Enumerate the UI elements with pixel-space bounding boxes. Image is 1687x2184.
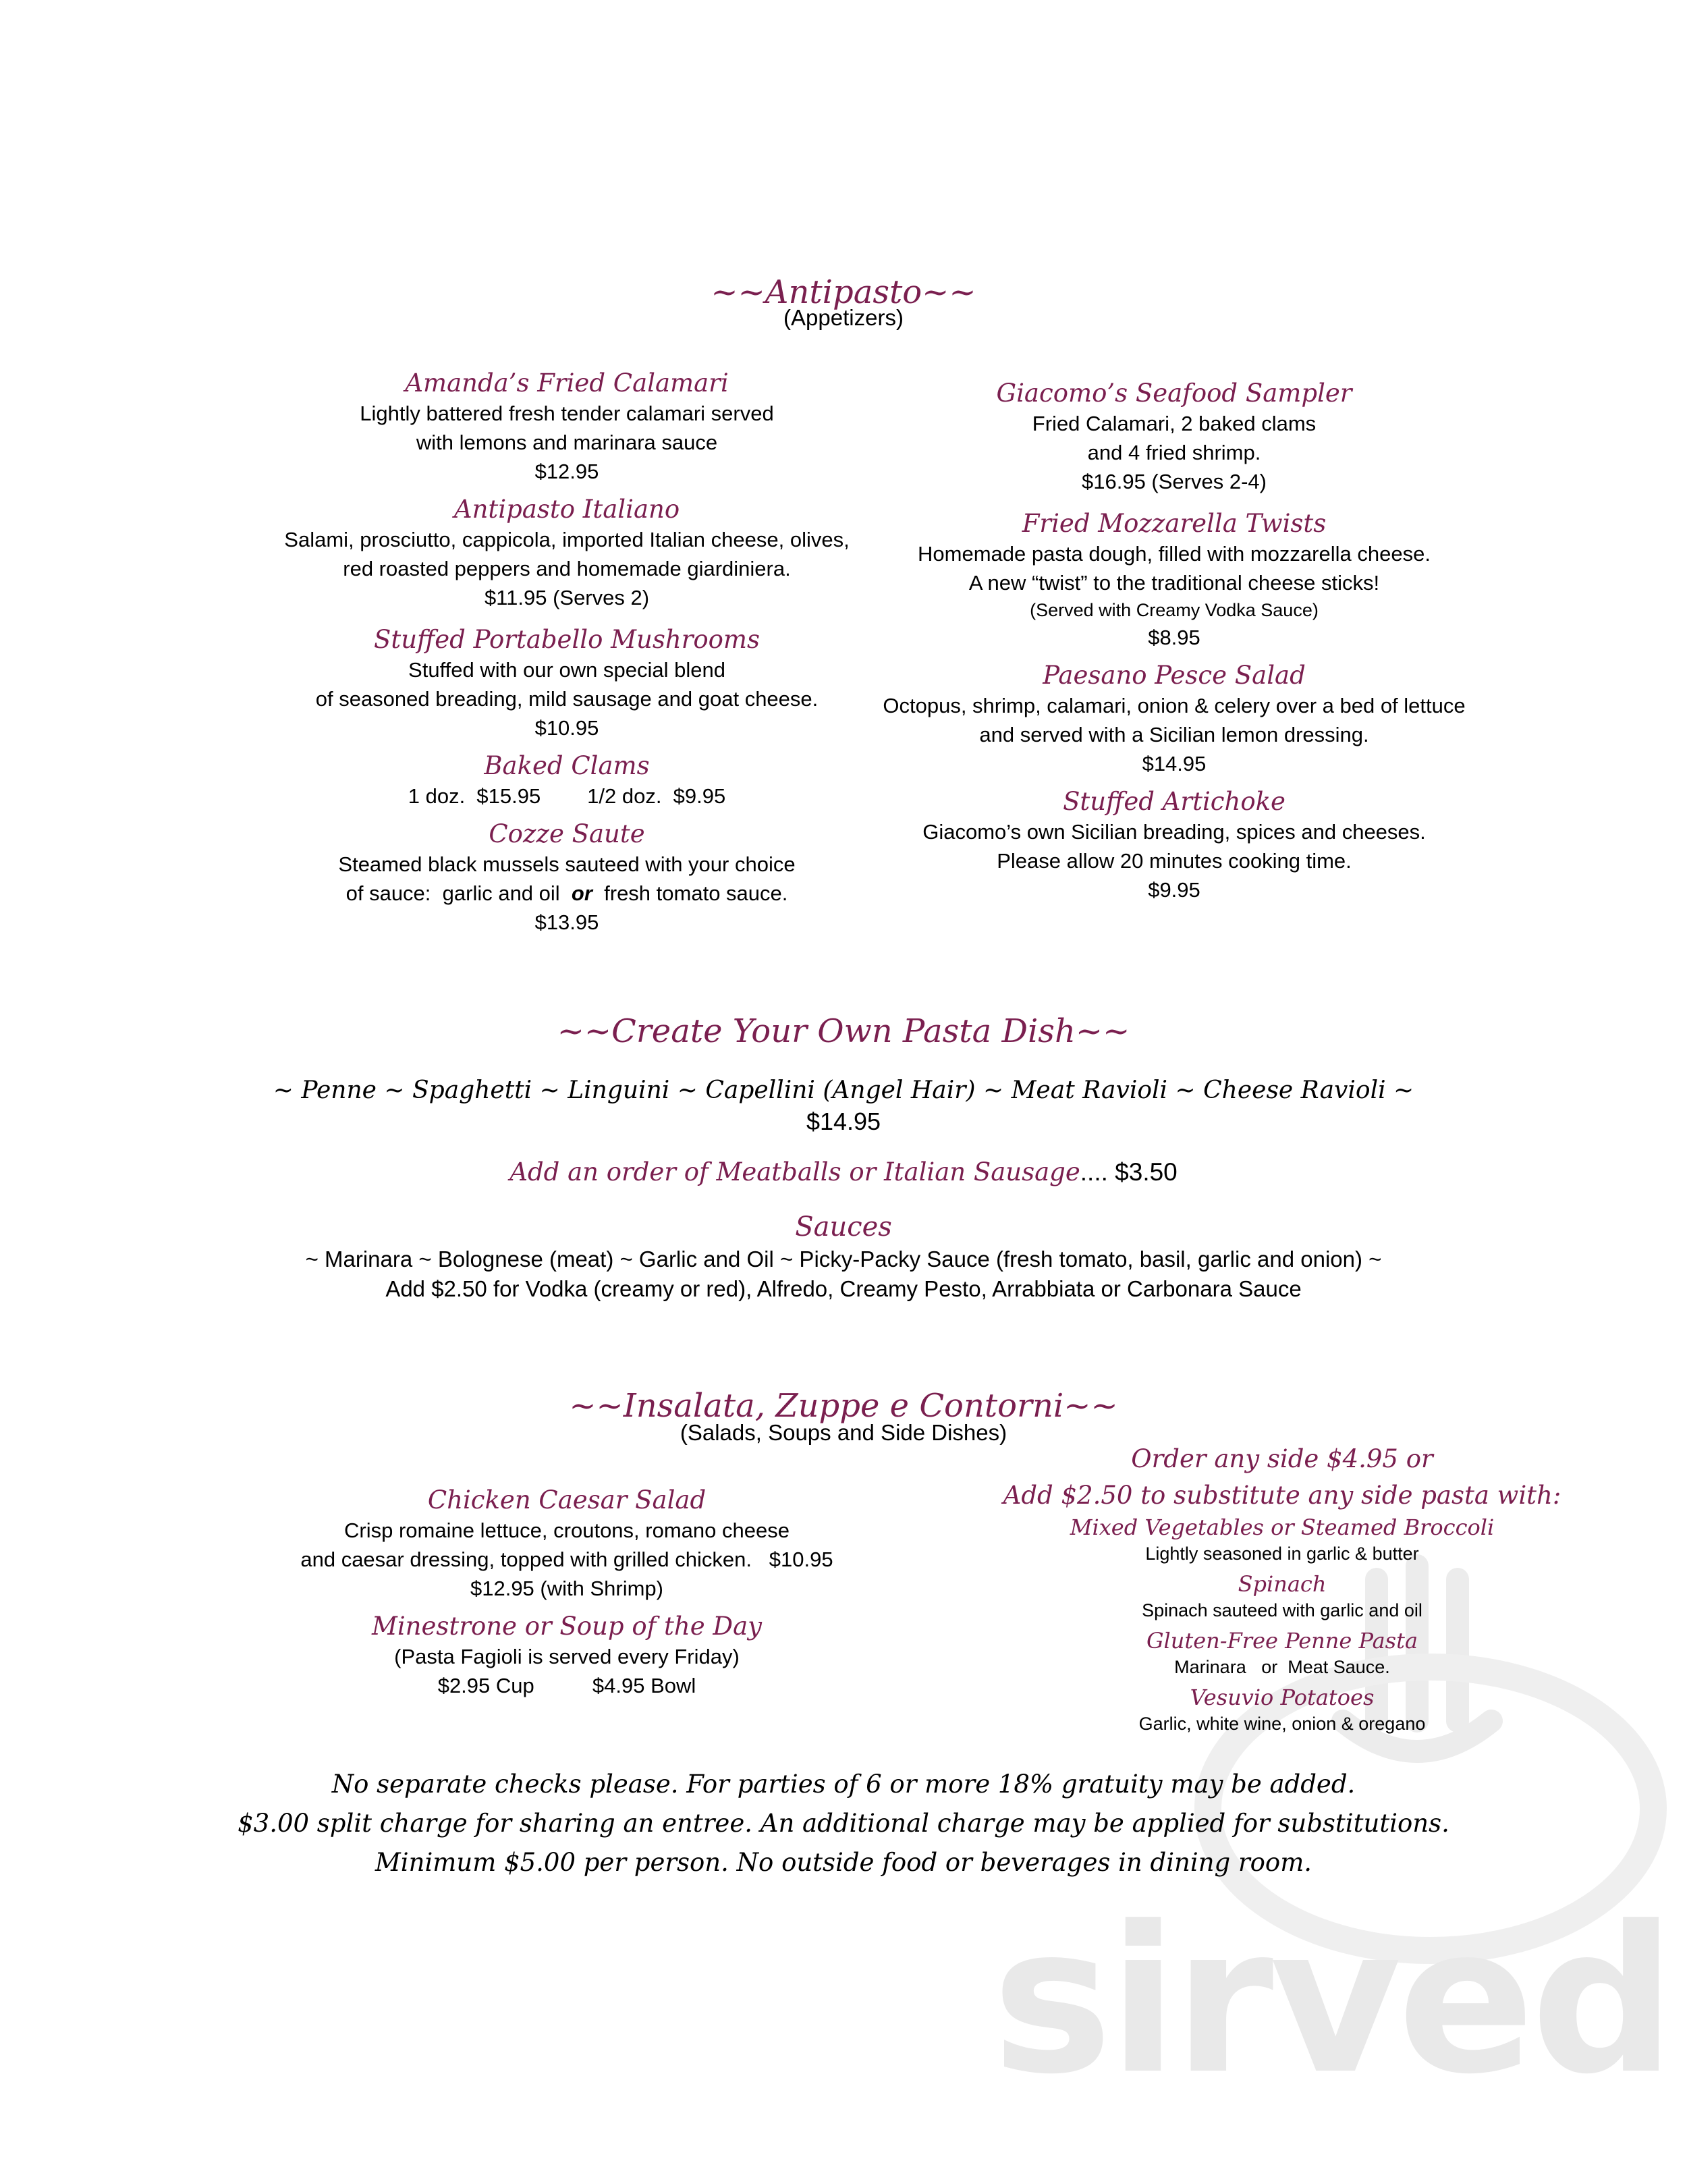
menu-item-desc: Giacomo’s own Sicilian breading, spices and cheeses. (922, 820, 1426, 844)
side-desc: Marinara or Meat Sauce. (1174, 1657, 1390, 1677)
menu-item-desc: Salami, prosciutto, cappicola, imported Italian cheese, olives, (284, 528, 850, 551)
menu-item-price: $10.95 (534, 716, 599, 740)
menu-item-desc: (Pasta Fagioli is served every Friday) (394, 1645, 740, 1668)
pasta-heading: ~~Create Your Own Pasta Dish~~ (557, 1012, 1130, 1050)
footer-line: Minimum $5.00 per person. No outside food or beverages in dining room. (375, 1848, 1312, 1877)
menu-item-desc: Steamed black mussels sauteed with your choice (338, 852, 796, 876)
side-title: Vesuvio Potatoes (1190, 1685, 1375, 1710)
menu-item-desc: Fried Calamari, 2 baked clams (1032, 412, 1317, 435)
insalata-subheading: (Salads, Soups and Side Dishes) (680, 1420, 1007, 1445)
antipasto-right-column (837, 378, 1512, 904)
sides-column (945, 1441, 1620, 1737)
menu-item-desc: Crisp romaine lettuce, croutons, romano cheese (344, 1519, 790, 1542)
menu-item-desc: red roasted peppers and homemade giardiniera. (343, 557, 791, 580)
antipasto-left-column (229, 368, 904, 937)
menu-item-title: Baked Clams (484, 751, 650, 780)
pasta-section (0, 1012, 1687, 1304)
antipasto-subheading: (Appetizers) (783, 305, 904, 330)
menu-item-title: Chicken Caesar Salad (427, 1485, 707, 1514)
pasta-addon-price: .... $3.50 (1080, 1158, 1178, 1186)
menu-item-desc: Lightly battered fresh tender calamari served (360, 402, 774, 425)
footer-notes (0, 1765, 1687, 1882)
menu-item-price: 1 doz. $15.95 1/2 doz. $9.95 (408, 784, 726, 808)
menu-item-desc (229, 879, 904, 908)
pasta-price: $14.95 (806, 1108, 881, 1135)
menu-item-price: $13.95 (534, 910, 599, 934)
text-segment: of sauce: garlic and oil (345, 881, 572, 905)
menu-item-title: Fried Mozzarella Twists (1022, 509, 1327, 538)
antipasto-heading: ~~Antipasto~~ (711, 273, 976, 311)
menu-item-desc: and 4 fried shrimp. (1087, 441, 1261, 464)
pasta-addon-text: Add an order of Meatballs or Italian Sausage (509, 1157, 1080, 1186)
pasta-addon (0, 1157, 1687, 1188)
menu-item-desc: Please allow 20 minutes cooking time. (997, 849, 1352, 873)
menu-item-desc: Homemade pasta dough, filled with mozzarella cheese. (918, 542, 1431, 566)
menu-item-note: (Served with Creamy Vodka Sauce) (1030, 600, 1319, 620)
sides-intro: Add $2.50 to substitute any side pasta with: (1003, 1481, 1561, 1510)
sauces-line: Add $2.50 for Vodka (creamy or red), Alfredo, Creamy Pesto, Arrabbiata or Carbonara Sauce (385, 1276, 1302, 1301)
insalata-left-column (229, 1485, 904, 1700)
pasta-options: ~ Penne ~ Spaghetti ~ Linguini ~ Capellini (Angel Hair) ~ Meat Ravioli ~ Cheese Ravioli ~ (273, 1076, 1414, 1104)
menu-item-price: $2.95 Cup $4.95 Bowl (437, 1674, 696, 1697)
side-desc: Garlic, white wine, onion & oregano (1138, 1714, 1426, 1734)
menu-item-desc: of seasoned breading, mild sausage and goat cheese. (315, 687, 819, 711)
or-emphasis: or (571, 881, 592, 905)
menu-item-price: $11.95 (Serves 2) (484, 586, 650, 609)
menu-item-title: Amanda’s Fried Calamari (405, 368, 729, 398)
menu-item-price: $12.95 (with Shrimp) (470, 1577, 663, 1600)
menu-item-desc: with lemons and marinara sauce (416, 431, 718, 454)
menu-item-title: Giacomo’s Seafood Sampler (996, 379, 1352, 408)
side-desc: Spinach sauteed with garlic and oil (1142, 1600, 1422, 1620)
sauces-title: Sauces (795, 1211, 892, 1243)
side-title: Spinach (1238, 1571, 1327, 1597)
sauces-line: ~ Marinara ~ Bolognese (meat) ~ Garlic and Oil ~ Picky-Packy Sauce (fresh tomato, basil, garlic and onion) ~ (305, 1247, 1382, 1272)
menu-item-desc: A new “twist” to the traditional cheese sticks! (968, 571, 1380, 595)
menu-item-price: $8.95 (1148, 626, 1200, 649)
menu-item-price: $9.95 (1148, 878, 1200, 902)
sides-intro: Order any side $4.95 or (1131, 1444, 1433, 1473)
menu-item-title: Paesano Pesce Salad (1043, 661, 1306, 690)
side-title: Gluten-Free Penne Pasta (1146, 1628, 1418, 1654)
menu-item-title: Stuffed Portabello Mushrooms (373, 625, 760, 654)
menu-item-price: $14.95 (1142, 752, 1207, 775)
menu-item-desc: Stuffed with our own special blend (408, 658, 725, 682)
footer-line: $3.00 split charge for sharing an entree. An additional charge may be applied for substitutions. (238, 1809, 1449, 1838)
menu-item-title: Stuffed Artichoke (1063, 787, 1285, 816)
menu-item-desc: Octopus, shrimp, calamari, onion & celery over a bed of lettuce (883, 694, 1466, 717)
footer-line: No separate checks please. For parties of 6 or more 18% gratuity may be added. (331, 1770, 1356, 1799)
menu-item-desc: and served with a Sicilian lemon dressing. (979, 723, 1369, 746)
menu-item-title: Cozze Saute (489, 819, 645, 848)
menu-item-desc: and caesar dressing, topped with grilled chicken. $10.95 (300, 1548, 833, 1571)
side-desc: Lightly seasoned in garlic & butter (1145, 1544, 1419, 1564)
side-title: Mixed Vegetables or Steamed Broccoli (1070, 1514, 1495, 1540)
text-segment: fresh tomato sauce. (592, 881, 788, 905)
menu-item-price: $12.95 (534, 460, 599, 483)
menu-item-price: $16.95 (Serves 2-4) (1082, 470, 1267, 493)
insalata-heading: ~~Insalata, Zuppe e Contorni~~ (569, 1387, 1118, 1425)
menu-item-title: Minestrone or Soup of the Day (371, 1612, 763, 1641)
sirved-watermark-text: sirved (992, 1883, 1672, 2119)
menu-item-title: Antipasto Italiano (453, 495, 680, 524)
